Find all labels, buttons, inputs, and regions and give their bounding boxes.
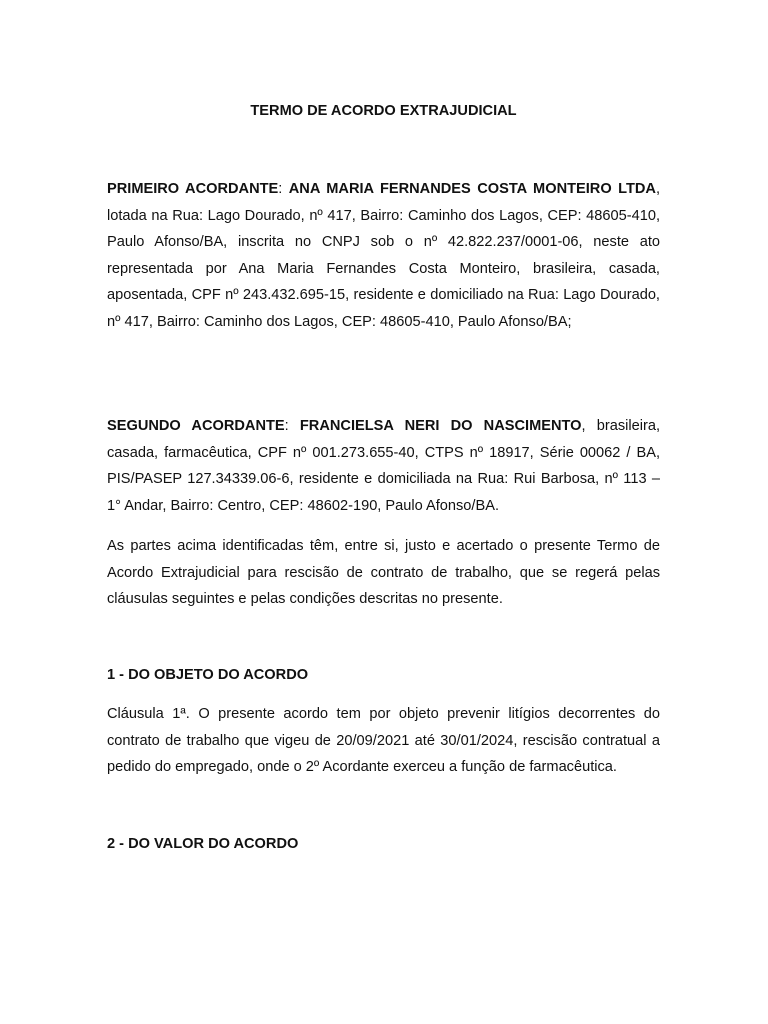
second-party-colon: : xyxy=(284,418,300,434)
first-party-label: PRIMEIRO ACORDANTE xyxy=(107,181,279,197)
second-party-name: FRANCIELSA NERI DO NASCIMENTO xyxy=(299,418,582,434)
section-2-heading: 2 - DO VALOR DO ACORDO xyxy=(107,836,299,852)
second-party-label: SEGUNDO ACORDANTE xyxy=(107,418,285,434)
intro-paragraph: As partes acima identificadas têm, entre si, justo e acertado o presente Termo de Acordo Extrajudicial para rescisão de contrato de trabalho, que se regerá pelas cláusulas seguintes e pelas condições descritas no presente. xyxy=(107,538,660,608)
second-party-paragraph xyxy=(107,413,660,519)
first-party-details: , lotada na Rua: Lago Dourado, nº 417, Bairro: Caminho dos Lagos, CEP: 48605-410, Paulo Afonso/BA, inscrita no CNPJ sob o nº 42.822.237/0001-06, neste ato representada por Ana Maria Fernandes Costa Monteiro, brasileira, casada, aposentada, CPF nº 243.432.695-15, residente e domiciliado na Rua: Lago Dourado, nº 417, Bairro: Caminho dos Lagos, CEP: 48605-410, Paulo Afonso/BA; xyxy=(107,181,661,330)
clause-1-paragraph: Cláusula 1ª. O presente acordo tem por objeto prevenir litígios decorrentes do contrato de trabalho que vigeu de 20/09/2021 até 30/01/2024, rescisão contratual a pedido do empregado, onde o 2º Acordante exerceu a função de farmacêutica. xyxy=(107,706,660,776)
second-party-details: , brasileira, casada, farmacêutica, CPF nº 001.273.655-40, CTPS nº 18917, Série 00062 / BA, PIS/PASEP 127.34339.06-6, residente e domiciliada na Rua: Rui Barbosa, nº 113 – 1° Andar, Bairro: Centro, CEP: 48602-190, Paulo Afonso/BA. xyxy=(107,418,661,514)
section-1-heading: 1 - DO OBJETO DO ACORDO xyxy=(107,667,309,683)
first-party-paragraph xyxy=(107,176,660,336)
first-party-name: ANA MARIA FERNANDES COSTA MONTEIRO LTDA xyxy=(288,181,656,197)
first-party-colon: : xyxy=(278,181,289,197)
document-title: TERMO DE ACORDO EXTRAJUDICIAL xyxy=(250,103,517,119)
